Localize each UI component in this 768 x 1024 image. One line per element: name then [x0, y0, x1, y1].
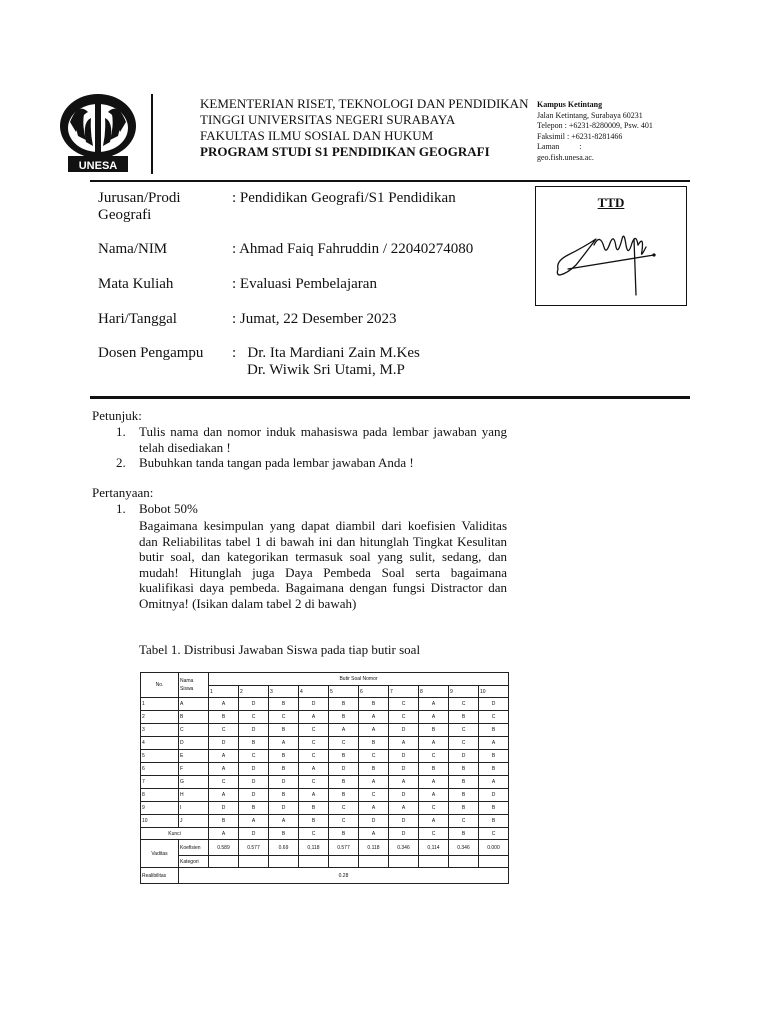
answer-cell: C — [329, 815, 359, 828]
kategori-row — [141, 856, 509, 868]
answer-cell: C — [299, 737, 329, 750]
answer-cell: C — [419, 802, 449, 815]
instruction-num-1: 1. — [116, 424, 126, 439]
student-name: I — [179, 802, 209, 815]
answer-cell: A — [479, 737, 509, 750]
instruction-text-1: Tulis nama dan nomor induk mahasiswa pada lembar jawaban yang telah disediakan ! — [139, 424, 507, 455]
question-weight: Bobot 50% — [139, 501, 198, 516]
answer-cell: D — [239, 789, 269, 802]
answer-cell: D — [269, 776, 299, 789]
table-row — [141, 776, 509, 789]
answer-cell: C — [389, 698, 419, 711]
answer-cell: B — [209, 815, 239, 828]
answer-cell: C — [239, 750, 269, 763]
answer-cell: A — [329, 724, 359, 737]
student-name: E — [179, 750, 209, 763]
answer-cell: C — [449, 815, 479, 828]
butir-header: Butir Soal Nomor — [209, 673, 509, 686]
answer-cell: C — [329, 802, 359, 815]
student-no: 1 — [141, 698, 179, 711]
kunci-cell: B — [329, 828, 359, 840]
answer-cell: C — [479, 711, 509, 724]
campus-web-label: Laman : — [537, 142, 582, 151]
kunci-cell: C — [419, 828, 449, 840]
answer-cell: B — [479, 750, 509, 763]
kunci-cell: C — [479, 828, 509, 840]
koefisien-cell: 0.577 — [329, 840, 359, 856]
item-number: 4 — [299, 686, 329, 698]
answer-cell: D — [479, 698, 509, 711]
answer-cell: A — [359, 711, 389, 724]
kunci-row — [141, 828, 509, 840]
lecturer-label: Dosen Pengampu — [98, 345, 204, 361]
kunci-label: Kunci — [141, 828, 209, 840]
answer-cell: A — [419, 737, 449, 750]
answer-cell: B — [239, 802, 269, 815]
item-number: 10 — [479, 686, 509, 698]
answer-cell: A — [389, 737, 419, 750]
answer-cell: D — [239, 698, 269, 711]
answer-cell: B — [449, 763, 479, 776]
date-value: : Jumat, 22 Desember 2023 — [232, 311, 397, 327]
answer-cell: A — [389, 776, 419, 789]
item-number: 1 — [209, 686, 239, 698]
instruction-text-2: Bubuhkan tanda tangan pada lembar jawaban Anda ! — [139, 455, 414, 470]
item-number: 5 — [329, 686, 359, 698]
answer-cell: A — [209, 750, 239, 763]
answer-cell: B — [359, 737, 389, 750]
student-no: 8 — [141, 789, 179, 802]
logo-text: UNESA — [78, 160, 118, 172]
answer-cell: A — [209, 698, 239, 711]
question-title: Pertanyaan: — [92, 485, 154, 500]
question-text: Bagaimana kesimpulan yang dapat diambil dari koefisien Validitas dan Reliabilitas tabel 1 di bawah ini dan hitunglah Tingkat Kesulitan butir soal, dan kategorikan termasuk soal yang sulit, sedang, dan mudah! Hitunglah juga Daya Pembeda Soal serta bagaimana kualifikasi daya pembeda. Bagaimana dengan fungsi Distractor dan Omitnya! (Isikan dalam tabel 2 di bawah) — [139, 518, 507, 611]
lecturer-value-2: Dr. Wiwik Sri Utami, M.P — [247, 362, 405, 378]
kunci-cell: A — [209, 828, 239, 840]
kategori-cell — [359, 856, 389, 868]
answer-cell: A — [209, 789, 239, 802]
answer-cell: D — [389, 724, 419, 737]
answer-cell: B — [359, 763, 389, 776]
koefisien-cell: 0,114 — [419, 840, 449, 856]
answer-cell: A — [359, 776, 389, 789]
answer-cell: C — [209, 724, 239, 737]
ttd-label: TTD — [597, 195, 625, 210]
answer-cell: B — [419, 724, 449, 737]
date-label: Hari/Tanggal — [98, 311, 177, 327]
answer-cell: B — [479, 802, 509, 815]
kategori-cell — [419, 856, 449, 868]
table-row — [141, 763, 509, 776]
student-name: D — [179, 737, 209, 750]
kategori-cell — [239, 856, 269, 868]
campus-title: Kampus Ketintang — [537, 100, 603, 109]
answer-cell: A — [209, 763, 239, 776]
institution-line: TINGGI UNIVERSITAS NEGERI SURABAYA — [200, 112, 456, 127]
answer-cell: B — [419, 763, 449, 776]
answer-cell: D — [209, 737, 239, 750]
item-number: 8 — [419, 686, 449, 698]
answer-cell: A — [269, 737, 299, 750]
answer-cell: B — [479, 815, 509, 828]
answer-cell: A — [419, 789, 449, 802]
kategori-cell — [209, 856, 239, 868]
answer-cell: C — [209, 776, 239, 789]
answer-cell: C — [449, 698, 479, 711]
answer-cell: D — [359, 815, 389, 828]
student-no: 3 — [141, 724, 179, 737]
answer-cell: B — [449, 789, 479, 802]
answer-cell: A — [269, 815, 299, 828]
koefisien-row — [141, 840, 509, 856]
student-no: 4 — [141, 737, 179, 750]
answer-cell: D — [209, 802, 239, 815]
answer-cell: D — [239, 724, 269, 737]
answer-cell: D — [389, 789, 419, 802]
answer-cell: D — [389, 750, 419, 763]
program-line: PROGRAM STUDI S1 PENDIDIKAN GEOGRAFI — [200, 144, 490, 159]
answer-cell: C — [299, 750, 329, 763]
header-rule — [90, 180, 690, 182]
institution-line: FAKULTAS ILMU SOSIAL DAN HUKUM — [200, 128, 434, 143]
koefisien-label: Koefisien — [179, 840, 209, 856]
kunci-cell: B — [269, 828, 299, 840]
table-header-row — [141, 673, 509, 686]
table-row — [141, 698, 509, 711]
reliabilitas-value: 0.28 — [179, 868, 509, 884]
answer-cell: A — [389, 802, 419, 815]
answer-cell: D — [299, 698, 329, 711]
item-number: 7 — [389, 686, 419, 698]
answer-cell: A — [419, 698, 449, 711]
answer-cell: D — [449, 750, 479, 763]
student-name: J — [179, 815, 209, 828]
unesa-logo — [58, 92, 138, 176]
header-divider — [151, 94, 153, 174]
answer-cell: D — [389, 763, 419, 776]
prodi-label-line1: Jurusan/Prodi — [98, 190, 181, 206]
no-header: No. — [141, 673, 179, 698]
kategori-cell — [449, 856, 479, 868]
instruction-num-2: 2. — [116, 455, 126, 470]
kategori-label: Kategori — [179, 856, 209, 868]
koefisien-cell: 0.589 — [209, 840, 239, 856]
answer-cell: D — [329, 763, 359, 776]
student-no: 2 — [141, 711, 179, 724]
koefisien-cell: 0.577 — [239, 840, 269, 856]
signature-drawing — [554, 225, 674, 297]
kunci-cell: A — [359, 828, 389, 840]
kunci-cell: B — [449, 828, 479, 840]
campus-fax: Faksimil : +6231-8281466 — [537, 131, 623, 141]
student-no: 9 — [141, 802, 179, 815]
validitas-label: Vaditas — [141, 840, 179, 868]
kategori-cell — [329, 856, 359, 868]
answer-cell: B — [329, 789, 359, 802]
kategori-cell — [269, 856, 299, 868]
item-number: 3 — [269, 686, 299, 698]
table-row — [141, 802, 509, 815]
answer-cell: D — [479, 789, 509, 802]
item-number: 9 — [449, 686, 479, 698]
table-caption: Tabel 1. Distribusi Jawaban Siswa pada tiap butir soal — [139, 642, 421, 657]
answer-cell: D — [389, 815, 419, 828]
table-row — [141, 724, 509, 737]
item-number: 6 — [359, 686, 389, 698]
student-no: 10 — [141, 815, 179, 828]
answer-cell: A — [419, 815, 449, 828]
name-value: : Ahmad Faiq Fahruddin / 22040274080 — [232, 241, 474, 257]
answer-cell: A — [359, 802, 389, 815]
prodi-label-line2: Geografi — [98, 207, 152, 223]
reliabilitas-label: Realibilitas — [141, 868, 179, 884]
answer-cell: C — [359, 750, 389, 763]
kategori-cell — [479, 856, 509, 868]
answer-cell: C — [299, 724, 329, 737]
student-no: 7 — [141, 776, 179, 789]
answer-cell: C — [329, 737, 359, 750]
campus-address: Jalan Ketintang, Surabaya 60231 — [537, 110, 643, 120]
answer-cell: B — [359, 698, 389, 711]
answer-cell: B — [269, 698, 299, 711]
answer-cell: B — [269, 763, 299, 776]
answer-cell: B — [479, 763, 509, 776]
answer-cell: B — [449, 802, 479, 815]
campus-block — [537, 100, 653, 163]
nama-header: Nama Siswa — [179, 673, 209, 698]
signature-box — [535, 186, 687, 306]
answer-cell: B — [449, 711, 479, 724]
answer-cell: B — [269, 789, 299, 802]
identity-rule — [90, 396, 690, 399]
answer-cell: D — [239, 776, 269, 789]
student-name: A — [179, 698, 209, 711]
table-row — [141, 789, 509, 802]
answer-cell: D — [269, 802, 299, 815]
institution-block — [200, 96, 528, 160]
student-name: G — [179, 776, 209, 789]
answer-cell: B — [299, 815, 329, 828]
table-row — [141, 750, 509, 763]
campus-web: geo.fish.unesa.ac. — [537, 152, 594, 162]
answer-cell: A — [479, 776, 509, 789]
institution-line: KEMENTERIAN RISET, TEKNOLOGI DAN PENDIDIKAN — [200, 96, 529, 111]
answer-distribution-table — [140, 672, 509, 884]
kategori-cell — [389, 856, 419, 868]
koefisien-cell: 0.346 — [389, 840, 419, 856]
name-label: Nama/NIM — [98, 241, 168, 257]
answer-cell: D — [239, 763, 269, 776]
table-row — [141, 737, 509, 750]
answer-cell: C — [449, 724, 479, 737]
answer-cell: C — [239, 711, 269, 724]
koefisien-cell: 0.69 — [269, 840, 299, 856]
answer-cell: C — [419, 750, 449, 763]
prodi-value: : Pendidikan Geografi/S1 Pendidikan — [232, 190, 456, 206]
instructions-title: Petunjuk: — [92, 408, 142, 423]
student-name: B — [179, 711, 209, 724]
campus-phone: Telepon : +6231-8280009, Psw. 401 — [537, 121, 653, 130]
course-label: Mata Kuliah — [98, 276, 174, 292]
answer-cell: B — [209, 711, 239, 724]
course-value: : Evaluasi Pembelajaran — [232, 276, 377, 292]
student-no: 5 — [141, 750, 179, 763]
answer-cell: A — [239, 815, 269, 828]
prodi-label — [98, 190, 181, 224]
koefisien-cell: 0.000 — [479, 840, 509, 856]
answer-cell: C — [359, 789, 389, 802]
answer-cell: B — [479, 724, 509, 737]
answer-cell: B — [329, 750, 359, 763]
answer-cell: B — [329, 776, 359, 789]
answer-cell: A — [299, 789, 329, 802]
student-no: 6 — [141, 763, 179, 776]
answer-cell: B — [239, 737, 269, 750]
student-name: C — [179, 724, 209, 737]
kategori-cell — [299, 856, 329, 868]
answer-cell: A — [419, 776, 449, 789]
answer-cell: A — [299, 711, 329, 724]
koefisien-cell: 0.346 — [449, 840, 479, 856]
answer-cell: B — [449, 776, 479, 789]
kunci-cell: D — [389, 828, 419, 840]
lecturer-value-1: : Dr. Ita Mardiani Zain M.Kes — [232, 345, 420, 361]
answer-cell: A — [299, 763, 329, 776]
table-row — [141, 711, 509, 724]
answer-cell: B — [269, 750, 299, 763]
answer-cell: C — [389, 711, 419, 724]
answer-cell: A — [419, 711, 449, 724]
kunci-cell: D — [239, 828, 269, 840]
answer-cell: B — [299, 802, 329, 815]
answer-cell: B — [269, 724, 299, 737]
koefisien-cell: 0.118 — [359, 840, 389, 856]
answer-cell: C — [299, 776, 329, 789]
answer-cell: B — [329, 711, 359, 724]
answer-cell: B — [329, 698, 359, 711]
answer-cell: C — [449, 737, 479, 750]
student-name: F — [179, 763, 209, 776]
answer-cell: A — [359, 724, 389, 737]
student-rows — [141, 698, 509, 828]
kunci-cell: C — [299, 828, 329, 840]
item-number: 2 — [239, 686, 269, 698]
student-name: H — [179, 789, 209, 802]
question-num: 1. — [116, 501, 126, 516]
answer-cell: C — [269, 711, 299, 724]
table-row — [141, 815, 509, 828]
koefisien-cell: 0,118 — [299, 840, 329, 856]
reliabilitas-row — [141, 868, 509, 884]
